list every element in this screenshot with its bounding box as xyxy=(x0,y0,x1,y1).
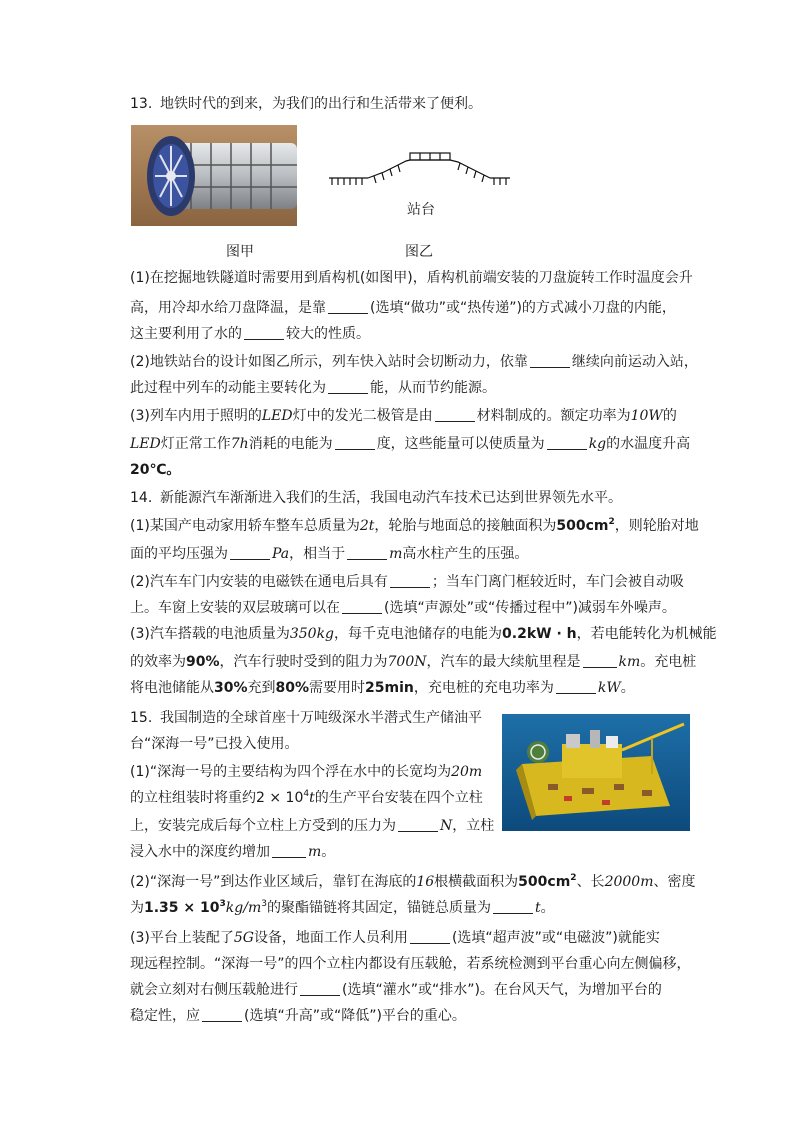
answer-blank[interactable] xyxy=(335,435,375,450)
shield-machine-image xyxy=(131,125,297,226)
q13-part1-line2: 高，用冷却水给刀盘降温，是靠 (选填“做功”或“热传递”)的方式减小刀盘的内能， xyxy=(130,300,676,316)
q15-part2-line1: (2)“深海一号”到达作业区域后，靠钉在海底的16根横截面积为$500cm^2$、长2000m、密度 xyxy=(130,873,696,890)
q14-part1-line1: (1)某国产电动家用轿车整车总质量为2t，轮胎与地面总的接触面积为$500cm^2$，则轮胎对地 xyxy=(130,517,699,534)
q13-part2-line1: (2)地铁站台的设计如图乙所示，列车快入站时会切断动力，依靠 继续向前运动入站， xyxy=(130,354,698,370)
answer-blank[interactable] xyxy=(556,679,596,694)
q13-part1-line3: 这主要利用了水的 较大的性质。 xyxy=(130,326,370,342)
q15-part3-line3: 就会立刻对右侧压载舱进行 (选填“灌水”或“排水”)。在台风天气，为增加平台的 xyxy=(130,982,662,998)
oil-platform-image xyxy=(502,714,690,831)
q15-part1-line2: 的立柱组装时将重约$2 \times 10^4t$的生产平台安装在四个立柱 xyxy=(130,789,483,806)
q14-part3-line2: 的效率为90%，汽车行驶时受到的阻力为700N，汽车的最大续航里程是 km。充电桩 xyxy=(130,654,697,670)
answer-blank[interactable] xyxy=(583,653,617,668)
answer-blank[interactable] xyxy=(493,899,533,914)
q15-intro-line1: 15. 我国制造的全球首座十万吨级深水半潜式生产储油平 xyxy=(130,710,482,726)
answer-blank[interactable] xyxy=(202,1007,242,1022)
answer-blank[interactable] xyxy=(300,981,340,996)
q13-intro-line xyxy=(130,94,482,114)
answer-blank[interactable] xyxy=(390,573,430,588)
answer-blank[interactable] xyxy=(347,545,387,560)
q13-part1-line1: (1)在挖掘地铁隧道时需要用到盾构机(如图甲)，盾构机前端安装的刀盘旋转工作时温度会升 xyxy=(130,270,693,286)
q15-part3-line1: (3)平台上装配了5G设备，地面工作人员利用 (选填“超声波”或“电磁波”)就能实 xyxy=(130,930,660,946)
answer-blank[interactable] xyxy=(547,435,587,450)
answer-blank[interactable] xyxy=(398,817,438,832)
q13-part3-line3: 20℃。 xyxy=(130,462,181,478)
q14-number: 14. xyxy=(130,490,153,506)
q13-part2-line2: 此过程中列车的动能主要转化为 能，从而节约能源。 xyxy=(130,380,496,396)
station-diagram xyxy=(326,148,512,194)
q15-intro-line2: 台“深海一号”已投入使用。 xyxy=(130,736,299,752)
q15-part1-line3: 上，安装完成后每个立柱上方受到的压力为 N，立柱 xyxy=(130,818,495,834)
q14-intro: 新能源汽车渐渐进入我们的生活，我国电动汽车技术已达到世界领先水平。 xyxy=(160,490,622,506)
q15-part2-line2: 为$1.35 \times 10^3kg/m^3$的聚酯锚链将其固定，锚链总质量为 t。 xyxy=(130,899,555,916)
q13-part3-line1: (3)列车内用于照明的LED灯中的发光二极管是由 材料制成的。额定功率为10W的 xyxy=(130,408,677,424)
q15-part3-line2: 现远程控制。“深海一号”的四个立柱内都设有压载舱，若系统检测到平台重心向左侧偏移， xyxy=(130,956,691,972)
figure-a-caption: 图甲 xyxy=(226,244,254,260)
q14-part1-line2: 面的平均压强为 Pa，相当于 m高水柱产生的压强。 xyxy=(130,546,529,562)
q14-intro-line xyxy=(130,488,622,508)
q15-part1-line1: (1)“深海一号的主要结构为四个浮在水中的长宽均为20m xyxy=(130,764,483,780)
q14-part3-line3: 将电池储能从30%充到80%需要用时25min，充电桩的充电功率为 kW。 xyxy=(130,680,635,696)
q15-part1-line4: 浸入水中的深度约增加 m。 xyxy=(130,844,336,860)
station-label: 站台 xyxy=(407,202,435,218)
answer-blank[interactable] xyxy=(530,353,570,368)
answer-blank[interactable] xyxy=(410,929,450,944)
q15-part3-line4: 稳定性，应 (选填“升高”或“降低”)平台的重心。 xyxy=(130,1008,466,1024)
answer-blank[interactable] xyxy=(244,325,284,340)
answer-blank[interactable] xyxy=(328,379,368,394)
q14-part2-line1: (2)汽车车门内安装的电磁铁在通电后具有 ；当车门离门框较近时，车门会被自动吸 xyxy=(130,574,684,590)
answer-blank[interactable] xyxy=(342,599,382,614)
q14-part3-line1: (3)汽车搭载的电池质量为350kg，每千克电池储存的电能为0.2kW · h，若电能转化为机械能 xyxy=(130,626,717,642)
q13-number: 13. xyxy=(130,96,153,112)
answer-blank[interactable] xyxy=(272,843,306,858)
answer-blank[interactable] xyxy=(435,407,475,422)
q14-part2-line2: 上。车窗上安装的双层玻璃可以在 (选填“声源处”或“传播过程中”)减弱车外噪声。 xyxy=(130,600,676,616)
answer-blank[interactable] xyxy=(328,299,368,314)
figure-b-caption: 图乙 xyxy=(405,244,433,260)
q15-number: 15. xyxy=(130,710,153,726)
q13-intro: 地铁时代的到来，为我们的出行和生活带来了便利。 xyxy=(160,96,482,112)
q13-part3-line2: LED灯正常工作7h消耗的电能为 度，这些能量可以使质量为 kg的水温度升高 xyxy=(130,436,691,452)
answer-blank[interactable] xyxy=(230,545,270,560)
